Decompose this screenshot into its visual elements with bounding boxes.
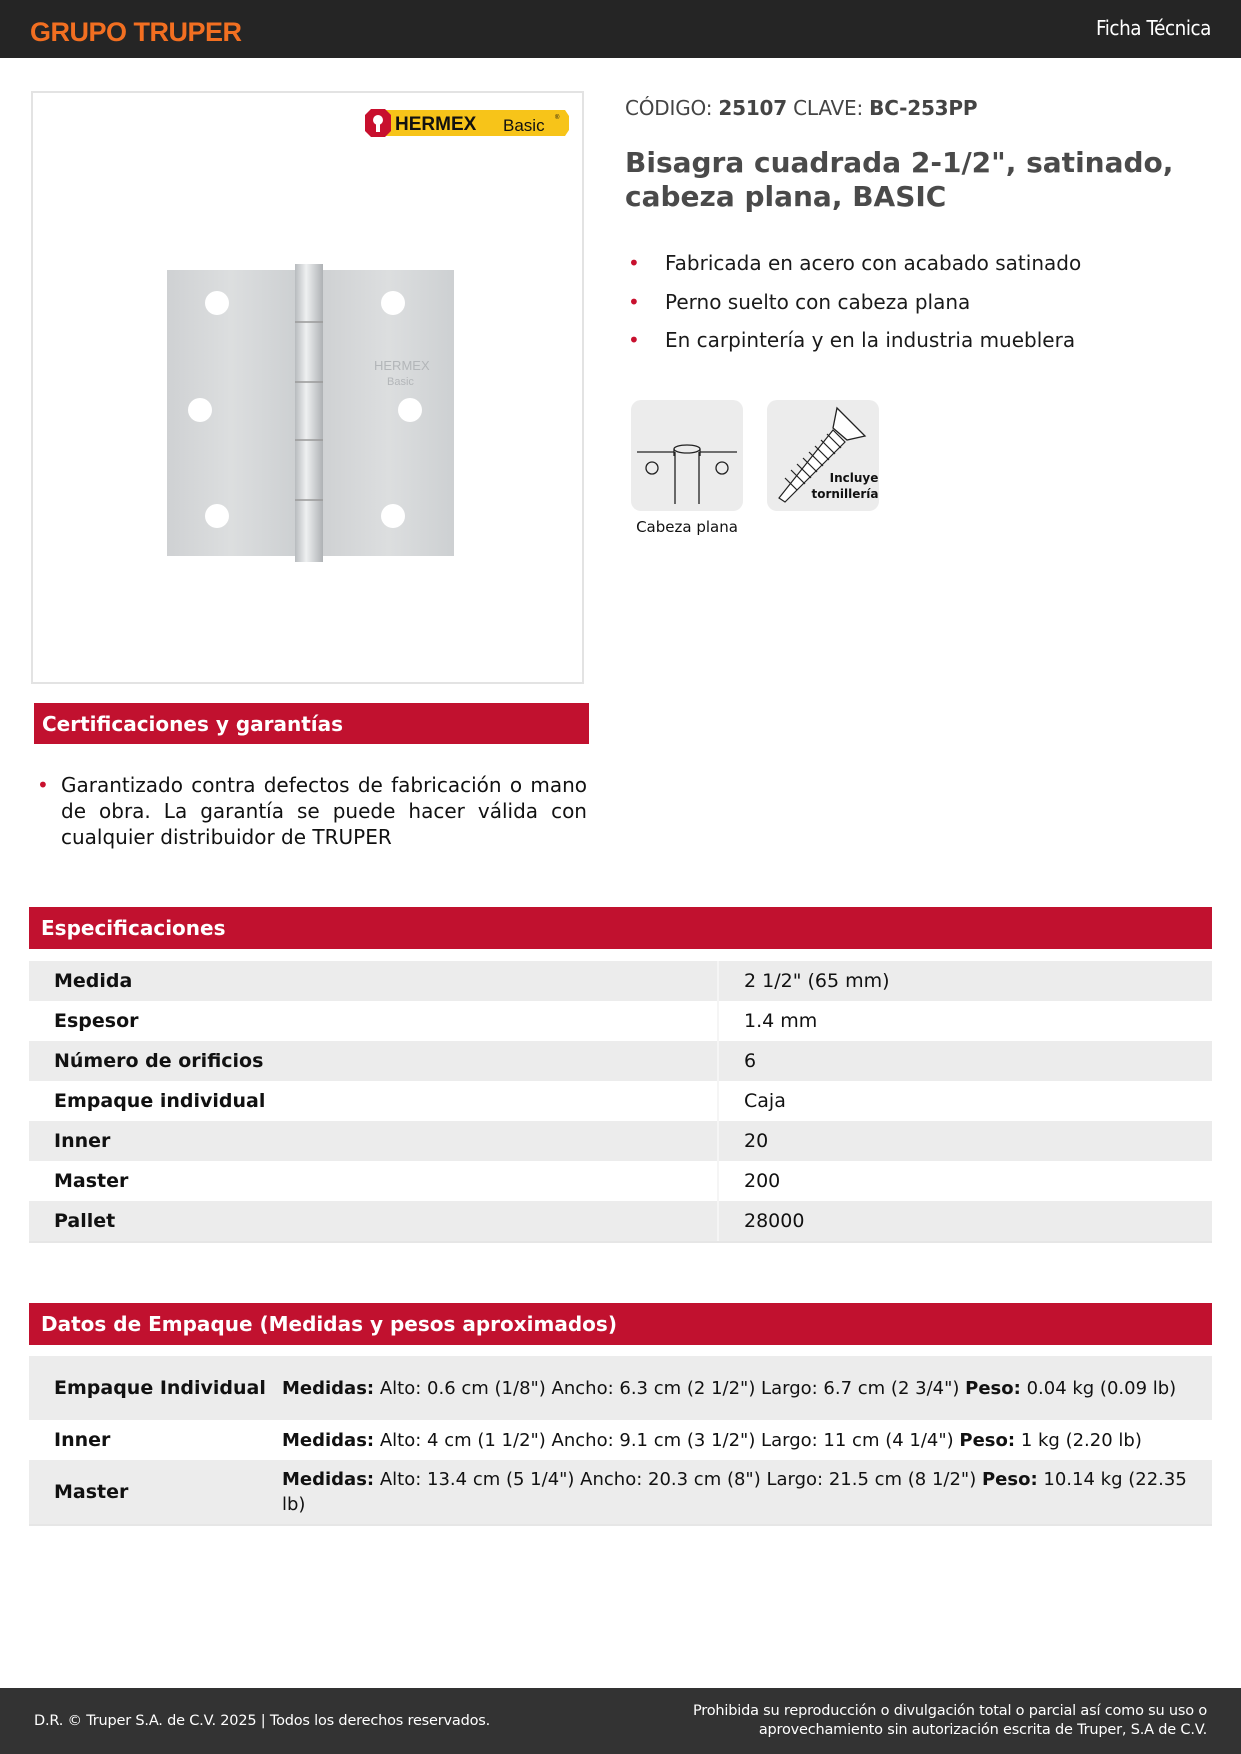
flat-head-pin-icon	[631, 400, 743, 511]
spec-value: 28000	[744, 1210, 805, 1232]
svg-text:tornillería: tornillería	[811, 487, 879, 501]
spec-label: Espesor	[29, 1001, 719, 1041]
svg-text:®: ®	[555, 115, 560, 121]
spec-label: Master	[29, 1161, 719, 1201]
feature-item: • Perno suelto con cabeza plana	[625, 289, 1081, 328]
table-row	[29, 1121, 1212, 1161]
svg-text:HERMEX: HERMEX	[374, 358, 430, 373]
pack-label: Inner	[54, 1429, 111, 1451]
certification-item: • Garantizado contra defectos de fabricación o mano de obra. La garantía se puede hacer válida con cualquier distribuidor de TRUPER	[37, 772, 587, 850]
svg-text:Incluye: Incluye	[829, 471, 879, 485]
spec-value: 200	[744, 1170, 781, 1192]
footer	[0, 1688, 1241, 1754]
header-bar	[0, 0, 1241, 58]
icon-caption: Cabeza plana	[636, 518, 738, 536]
hermex-basic-logo-icon	[365, 108, 570, 138]
document-type: Ficha Técnica	[1096, 16, 1211, 40]
spec-label: Medida	[29, 961, 719, 1001]
svg-text:Basic: Basic	[503, 116, 545, 135]
legal-notice: Prohibida su reproducción o divulgación total o parcial así como su uso o aprovechamiento sin autorización escrita de Truper, S.A de C.V.	[693, 1703, 1207, 1738]
svg-text:HERMEX: HERMEX	[395, 114, 477, 135]
spec-value: 20	[744, 1130, 769, 1152]
spec-label: Inner	[29, 1121, 719, 1161]
table-row	[29, 1161, 1212, 1201]
table-row	[29, 1460, 1212, 1524]
spec-label: Número de orificios	[29, 1041, 719, 1081]
table-row	[29, 961, 1212, 1001]
feature-item: • En carpintería y en la industria mueblera	[625, 327, 1081, 366]
specifications-table	[29, 961, 1212, 1243]
hinge-image	[165, 258, 465, 563]
packaging-header: Datos de Empaque (Medidas y pesos aproximados)	[29, 1303, 1212, 1345]
specifications-header: Especificaciones	[29, 907, 1212, 949]
codigo-label: CÓDIGO:	[625, 96, 713, 120]
pack-value: Medidas: Alto: 13.4 cm (5 1/4") Ancho: 20.3 cm (8") Largo: 21.5 cm (8 1/2") Peso: 10.14 kg (22.35 lb)	[282, 1469, 1187, 1515]
packaging-table	[29, 1356, 1212, 1526]
clave-value: BC-253PP	[869, 96, 978, 120]
pack-value: Medidas: Alto: 0.6 cm (1/8") Ancho: 6.3 cm (2 1/2") Largo: 6.7 cm (2 3/4") Peso: 0.04 kg (0.09 lb)	[282, 1377, 1177, 1399]
spec-value: Caja	[744, 1090, 786, 1112]
icon-card-tornilleria	[767, 400, 879, 536]
certifications-header: Certificaciones y garantías	[34, 703, 589, 744]
spec-label: Pallet	[29, 1201, 719, 1241]
icon-card-cabeza-plana	[631, 400, 743, 536]
table-row	[29, 1041, 1212, 1081]
spec-label: Empaque individual	[29, 1081, 719, 1121]
brand-logo: GRUPO TRUPER	[30, 17, 242, 47]
screw-icon	[767, 400, 879, 511]
spec-value: 2 1/2" (65 mm)	[744, 970, 890, 992]
table-row	[29, 1081, 1212, 1121]
clave-label: CLAVE:	[793, 96, 863, 120]
feature-icons	[631, 400, 879, 536]
product-image-box	[31, 91, 584, 684]
product-codes	[625, 96, 977, 120]
table-row	[29, 1201, 1212, 1241]
copyright-text: D.R. © Truper S.A. de C.V. 2025 | Todos los derechos reservados.	[34, 1713, 491, 1729]
pack-value: Medidas: Alto: 4 cm (1 1/2") Ancho: 9.1 cm (3 1/2") Largo: 11 cm (4 1/4") Peso: 1 kg (2.20 lb)	[282, 1429, 1142, 1451]
pack-label: Empaque Individual	[54, 1377, 266, 1399]
table-row	[29, 1001, 1212, 1041]
table-row	[29, 1356, 1212, 1420]
codigo-value: 25107	[718, 96, 787, 120]
spec-value: 6	[744, 1050, 757, 1072]
spec-value: 1.4 mm	[744, 1010, 818, 1032]
feature-list	[625, 250, 1081, 366]
certifications-list	[37, 772, 587, 850]
feature-item: • Fabricada en acero con acabado satinado	[625, 250, 1081, 289]
pack-label: Master	[54, 1481, 129, 1503]
table-row	[29, 1420, 1212, 1460]
product-title: Bisagra cuadrada 2-1/2", satinado, cabeza plana, BASIC	[625, 146, 1174, 213]
svg-text:Basic: Basic	[387, 376, 414, 388]
